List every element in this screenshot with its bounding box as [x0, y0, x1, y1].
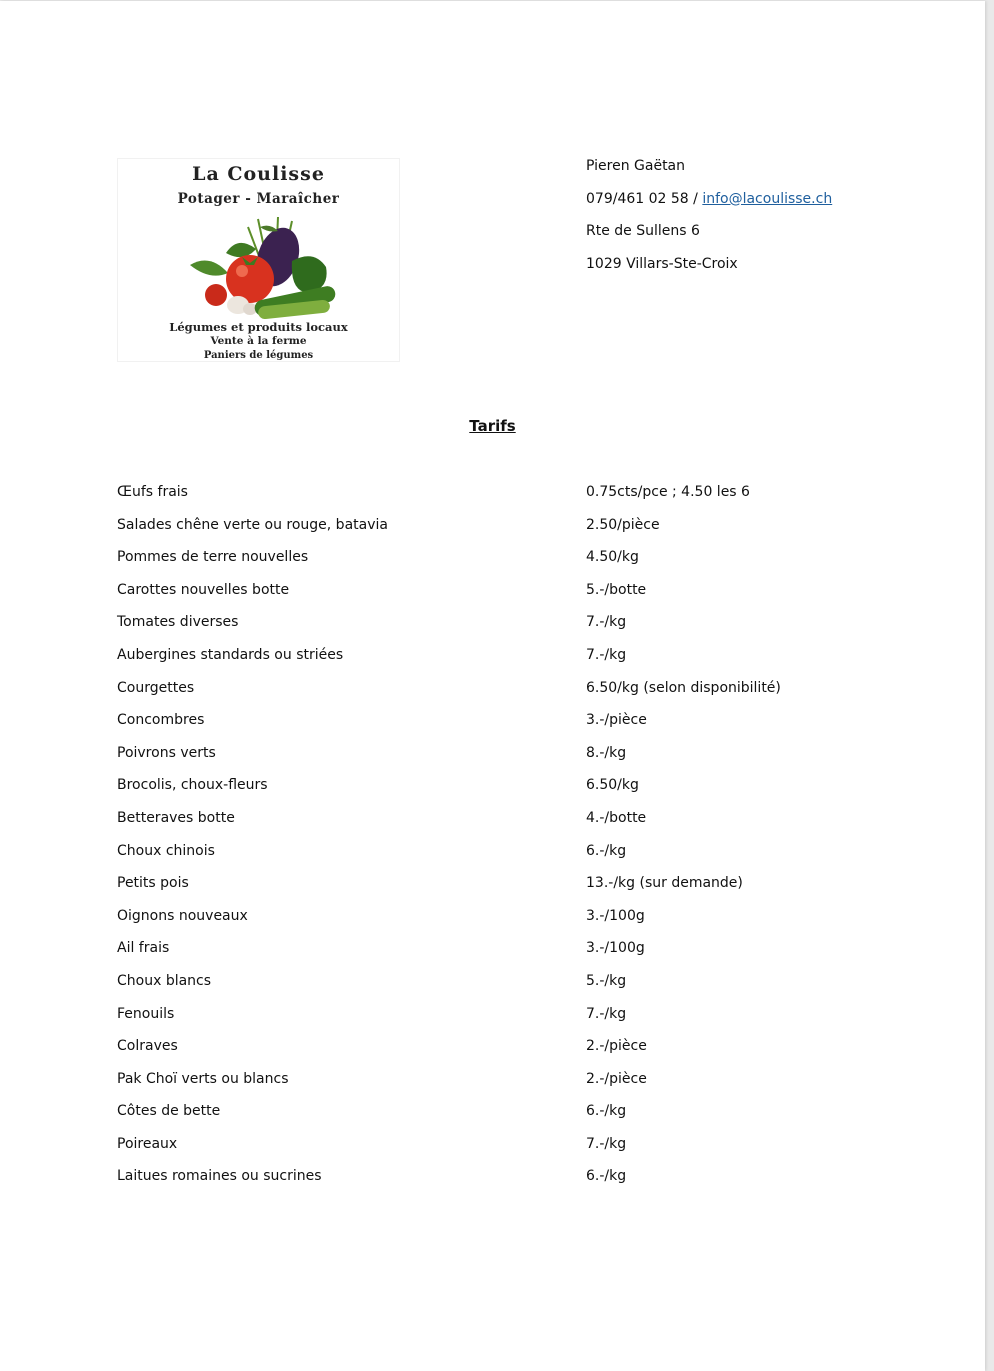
- price-row: [117, 516, 917, 549]
- contact-separator: /: [688, 190, 703, 207]
- price-row: [117, 907, 917, 940]
- product-price: 8.-/kg: [586, 744, 627, 761]
- logo: [117, 158, 400, 362]
- price-row: [117, 1005, 917, 1038]
- product-name: Ail frais: [117, 940, 170, 957]
- leaf: [226, 243, 256, 257]
- price-row: [117, 972, 917, 1005]
- logo-tagline-2: Vente à la ferme: [210, 335, 307, 347]
- product-price: 6.-/kg: [586, 1103, 627, 1120]
- product-name: Petits pois: [117, 875, 189, 892]
- price-row: [117, 613, 917, 646]
- logo-title: La Coulisse: [192, 163, 325, 185]
- contact-name: Pieren Gaëtan: [586, 158, 686, 174]
- product-name: Côtes de bette: [117, 1103, 221, 1120]
- product-name: Betteraves botte: [117, 809, 235, 826]
- vegetables-illustration: [180, 215, 340, 319]
- product-name: Concombres: [117, 712, 205, 729]
- product-name: Oignons nouveaux: [117, 907, 248, 924]
- contact-street: Rte de Sullens 6: [586, 223, 700, 240]
- price-row: [117, 483, 917, 516]
- price-row: [117, 874, 917, 907]
- small-tomato: [205, 284, 227, 306]
- product-name: Fenouils: [117, 1005, 175, 1022]
- contact-block: [586, 157, 832, 288]
- product-price: 6.50/kg: [586, 777, 639, 794]
- price-row: [117, 581, 917, 614]
- leaf: [190, 261, 228, 276]
- logo-tagline-3: Paniers de légumes: [203, 350, 314, 361]
- price-row: [117, 1167, 917, 1200]
- product-price: 3.-/100g: [586, 940, 645, 957]
- tarifs-heading: Tarifs: [469, 417, 516, 435]
- product-name: Pommes de terre nouvelles: [117, 549, 309, 566]
- price-row: [117, 744, 917, 777]
- contact-phone: 079/461 02 58: [586, 190, 689, 207]
- product-name: Choux blancs: [117, 972, 212, 989]
- logo-tagline-1: Légumes et produits locaux: [169, 320, 348, 334]
- tomato: [226, 255, 274, 303]
- product-name: Poivrons verts: [117, 744, 216, 761]
- product-name: Choux chinois: [117, 842, 215, 859]
- email-link[interactable]: info@lacoulisse.ch: [702, 190, 833, 207]
- product-name: Laitues romaines ou sucrines: [117, 1168, 322, 1185]
- product-price: 3.-/pièce: [586, 712, 647, 729]
- price-row: [117, 711, 917, 744]
- logo-subtitle: Potager - Maraîcher: [177, 191, 340, 207]
- product-name: Poireaux: [117, 1135, 178, 1152]
- product-price: 6.50/kg (selon disponibilité): [586, 679, 781, 696]
- price-row: [117, 548, 917, 581]
- price-row: [117, 939, 917, 972]
- product-price: 2.-/pièce: [586, 1038, 647, 1055]
- document-page: [0, 1, 985, 1371]
- price-row: [117, 679, 917, 712]
- product-price: 7.-/kg: [586, 646, 627, 663]
- contact-phone-email: [586, 190, 832, 223]
- product-price: 2.-/pièce: [586, 1070, 647, 1087]
- price-row: [117, 1070, 917, 1103]
- contact-city: 1029 Villars-Ste-Croix: [586, 256, 738, 273]
- price-row: [117, 842, 917, 875]
- price-row: [117, 646, 917, 679]
- price-row: [117, 1102, 917, 1135]
- product-name: Carottes nouvelles botte: [117, 581, 290, 598]
- price-row: [117, 1037, 917, 1070]
- product-price: 3.-/100g: [586, 907, 645, 924]
- product-price: 7.-/kg: [586, 1135, 627, 1152]
- product-price: 5.-/kg: [586, 972, 627, 989]
- product-price: 6.-/kg: [586, 842, 627, 859]
- product-name: Salades chêne verte ou rouge, batavia: [117, 516, 388, 533]
- price-row: [117, 1135, 917, 1168]
- product-price: 6.-/kg: [586, 1168, 627, 1185]
- price-row: [117, 776, 917, 809]
- product-price: 0.75cts/pce ; 4.50 les 6: [586, 484, 750, 500]
- product-name: Œufs frais: [117, 484, 188, 500]
- product-price: 7.-/kg: [586, 614, 627, 631]
- product-name: Brocolis, choux-fleurs: [117, 777, 268, 794]
- price-row: [117, 809, 917, 842]
- product-name: Tomates diverses: [117, 614, 239, 631]
- product-price: 13.-/kg (sur demande): [586, 875, 743, 892]
- product-price: 2.50/pièce: [586, 516, 660, 533]
- product-price: 4.50/kg: [586, 549, 639, 566]
- product-price: 4.-/botte: [586, 809, 647, 826]
- product-name: Aubergines standards ou striées: [117, 646, 344, 663]
- product-name: Pak Choï verts ou blancs: [117, 1070, 289, 1087]
- product-price: 5.-/botte: [586, 581, 647, 598]
- product-price: 7.-/kg: [586, 1005, 627, 1022]
- product-name: Colraves: [117, 1038, 178, 1055]
- price-list: [117, 483, 917, 1200]
- product-name: Courgettes: [117, 679, 195, 696]
